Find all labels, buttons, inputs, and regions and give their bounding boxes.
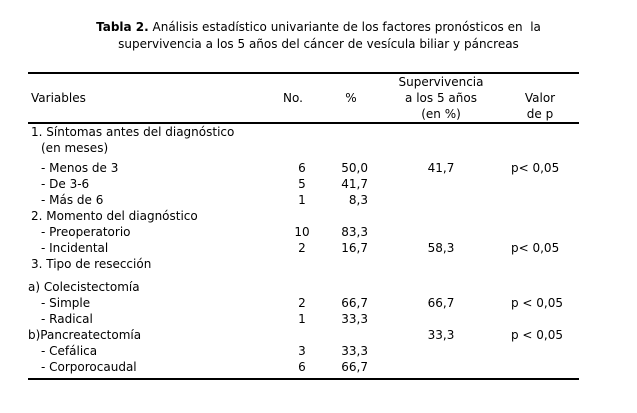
- header-supervivencia: Supervivencia a los 5 años (en %): [398, 75, 484, 121]
- table-row: - Radical 1 33,3: [41, 312, 368, 326]
- table-title: [0, 0, 637, 53]
- table-row: - Menos de 3 6 50,0 41,7 p< 0,05: [41, 161, 560, 175]
- table-row: 3. Tipo de resección: [31, 257, 152, 271]
- table-row: 1. Síntomas antes del diagnóstico: [31, 125, 235, 139]
- table-row: b)Pancreatectomía 33,3 p < 0,05: [28, 328, 564, 342]
- table-row: - Cefálica 3 33,3: [41, 344, 368, 358]
- table-row: - De 3-6 5 41,7: [41, 177, 368, 191]
- statistics-table: [28, 72, 579, 380]
- table-row: - Corporocaudal 6 66,7: [41, 360, 368, 374]
- table-header-row: [28, 72, 579, 124]
- title-line-2: supervivencia a los 5 años del cáncer de vesícula biliar y páncreas: [118, 37, 519, 51]
- title-prefix: Tabla 2.: [96, 20, 149, 34]
- table-body: [28, 124, 579, 380]
- header-variables: Variables: [31, 91, 86, 105]
- header-valor-p: Valor de p: [524, 91, 556, 121]
- table-row: a) Colecistectomía: [28, 280, 140, 294]
- header-no: No.: [283, 91, 303, 105]
- title-text: Análisis estadístico univariante de los factores pronósticos en la: [148, 20, 541, 34]
- table-row: 2. Momento del diagnóstico: [31, 209, 198, 223]
- table-row: - Incidental 2 16,7 58,3 p< 0,05: [41, 241, 560, 255]
- table-row: - Simple 2 66,7 66,7 p < 0,05: [41, 296, 564, 310]
- table-row: - Preoperatorio 10 83,3: [41, 225, 368, 239]
- header-percent: %: [345, 91, 357, 105]
- table-row: (en meses): [41, 141, 109, 155]
- title-line-1: [0, 19, 637, 36]
- table-row: - Más de 6 1 8,3: [41, 193, 368, 207]
